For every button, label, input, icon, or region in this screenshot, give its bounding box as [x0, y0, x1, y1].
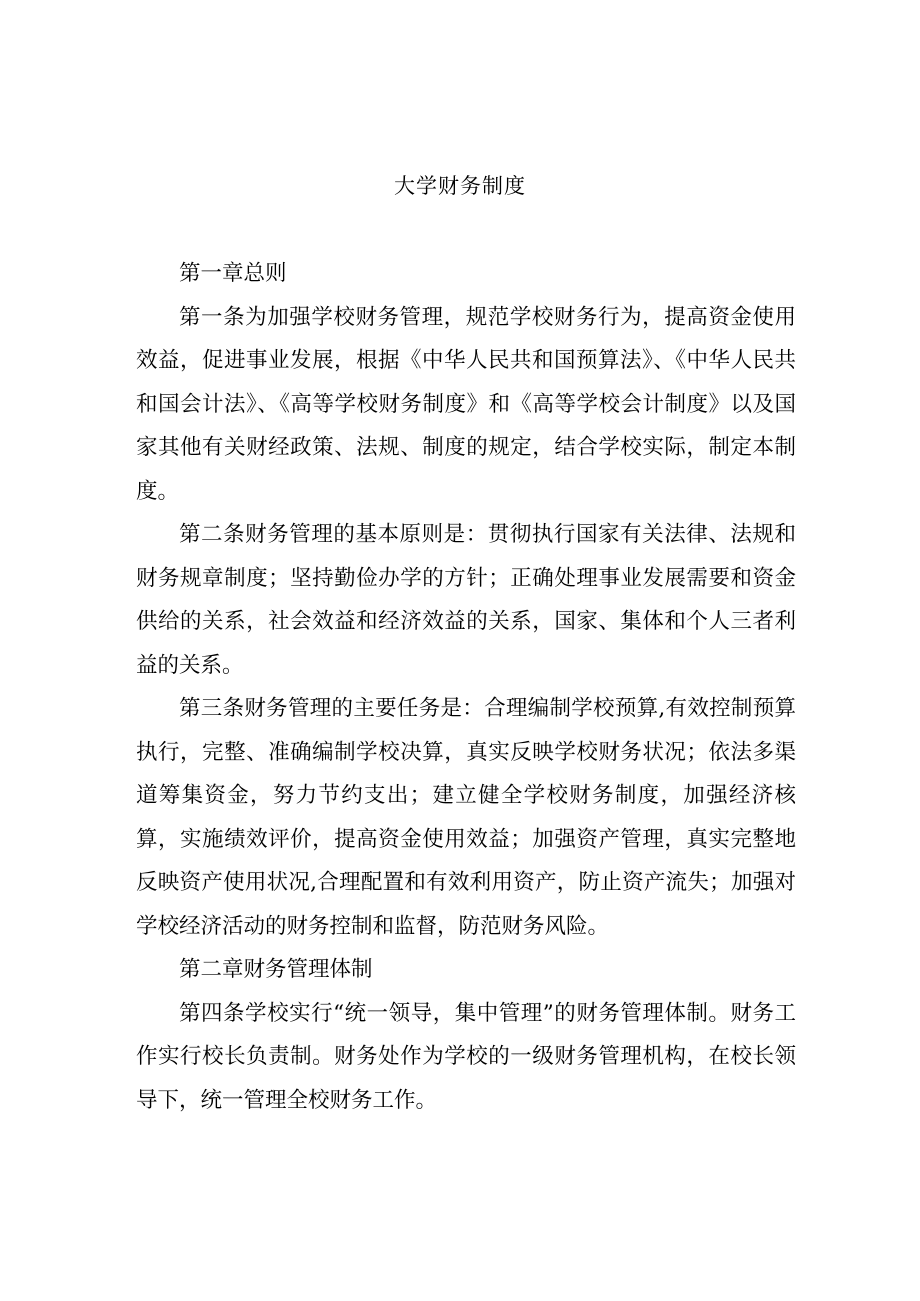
document-body: [136, 252, 796, 1122]
article-2: 第二条财务管理的基本原则是：贯彻执行国家有关法律、法规和财务规章制度；坚持勤俭办学的方针；正确处理事业发展需要和资金供给的关系，社会效益和经济效益的关系，国家、集体和个人三者利益的关系。: [136, 522, 796, 678]
chapter-heading-1: 第一章总则: [179, 261, 287, 286]
article-1: 第一条为加强学校财务管理，规范学校财务行为，提高资金使用效益，促进事业发展，根据《中华人民共和国预算法》、《中华人民共和国会计法》、《高等学校财务制度》和《高等学校会计制度》以及国家其他有关财经政策、法规、制度的规定，结合学校实际，制定本制度。: [136, 304, 796, 504]
chapter-heading-2: 第二章财务管理体制: [179, 957, 373, 982]
document-title: 大学财务制度: [394, 174, 526, 198]
article-3: 第三条财务管理的主要任务是：合理编制学校预算,有效控制预算执行，完整、准确编制学校决算，真实反映学校财务状况；依法多渠道筹集资金，努力节约支出；建立健全学校财务制度，加强经济核算，实施绩效评价，提高资金使用效益；加强资产管理，真实完整地反映资产使用状况,合理配置和有效利用资产，防止资产流失；加强对学校经济活动的财务控制和监督，防范财务风险。: [136, 696, 796, 939]
article-4: 第四条学校实行“统一领导，集中管理”的财务管理体制。财务工作实行校长负责制。财务处作为学校的一级财务管理机构，在校长领导下，统一管理全校财务工作。: [136, 1000, 796, 1113]
